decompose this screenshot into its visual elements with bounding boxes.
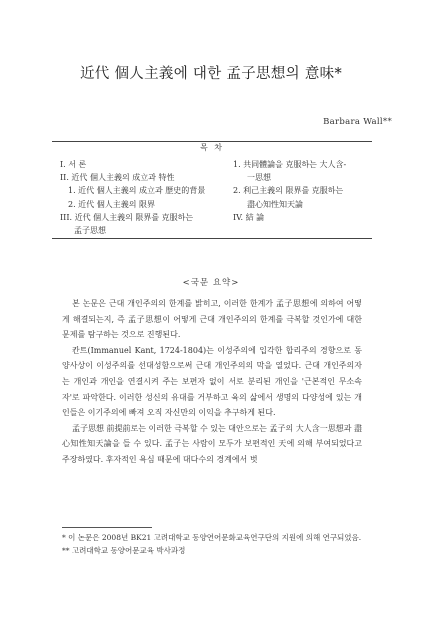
abstract-body	[62, 296, 362, 468]
footnote-text: 고려대학교 동양어문교육 박사과정	[71, 545, 186, 555]
toc-heading-wrap	[52, 135, 372, 154]
toc-item: II. 近代 個人主義의 成立과 特性	[60, 173, 175, 183]
footnote-divider	[62, 527, 152, 528]
toc-heading: 목 차	[192, 143, 232, 152]
toc-item: 一思想	[247, 173, 271, 183]
abstract-paragraph: 칸트(Immanuel Kant, 1724-1804)는 이성주의에 입각한 합리주의 경향으로 동양사상이 이성주의를 선대성함으로써 근대 개인주의의 막을 열었다. 근대 개인주의자는 개인과 개인을 연결시켜 주는 보편자 없이 서로 분리된 개인을 '근본적인 무소속자'로 파악한다. 이러한 성신의 유대를 거부하고 육의 삶에서 생명의 다양성에 있는 개인들은 이기주의에 빠져 오직 자신만의 이익을 추구하게 된다.	[62, 345, 362, 418]
footnote-mark: *	[62, 533, 66, 542]
toc-item: I. 서 론	[60, 160, 87, 169]
toc-item: III. 近代 個人主義의 限界를 克服하는	[60, 212, 194, 222]
table-of-contents	[52, 141, 372, 239]
toc-item: IV. 結 論	[233, 212, 265, 222]
footnotes	[62, 532, 362, 557]
author-name: Barbara Wall**	[323, 117, 392, 127]
toc-item: 2. 利己主義의 限界를 克服하는	[233, 186, 344, 196]
abstract-paragraph: 본 논문은 근대 개인주의의 한계를 밝히고, 이러한 한계가 孟子思想에 의하여 어떻게 해결되는지, 즉 孟子思想이 어떻게 근대 개인주의의 한계를 극복할 것인가에 대한 문제를 탐구하는 것으로 진행된다.	[62, 299, 362, 340]
toc-right-column	[233, 158, 373, 224]
footnote-text: 이 논문은 2008년 BK21 고려대학교 동양연어문화교육연구단의 지원에 의해 연구되었음.	[68, 533, 362, 542]
footnote	[62, 545, 362, 558]
toc-item: 1. 近代 個人主義의 成立과 歷史的背景	[68, 186, 206, 196]
toc-left-column	[60, 158, 225, 237]
toc-item: 2. 近代 個人主義의 限界	[68, 199, 155, 209]
footnote	[62, 532, 362, 545]
paper-title: 近代 個人主義에 대한 孟子思想의 意味*	[79, 66, 342, 82]
toc-item: 1. 共同體論을 克服하는 大人含-	[233, 160, 347, 169]
toc-item: 盡心知性知天論	[247, 199, 303, 209]
footnote-mark: **	[62, 545, 70, 555]
abstract-heading: <국문 요약>	[182, 278, 240, 288]
abstract-paragraph: 孟子思想 前提前로는 이러한 극복할 수 있는 대안으로는 孟子의 大人含一思想과 盡心知性知天論을 들 수 있다. 孟子는 사람이 모두가 보편적인 天에 의해 부여되었다고 주장하였다. 후자적인 욕심 때문에 대다수의 경계에서 벗	[62, 423, 362, 464]
toc-item: 孟子思想	[74, 226, 106, 236]
